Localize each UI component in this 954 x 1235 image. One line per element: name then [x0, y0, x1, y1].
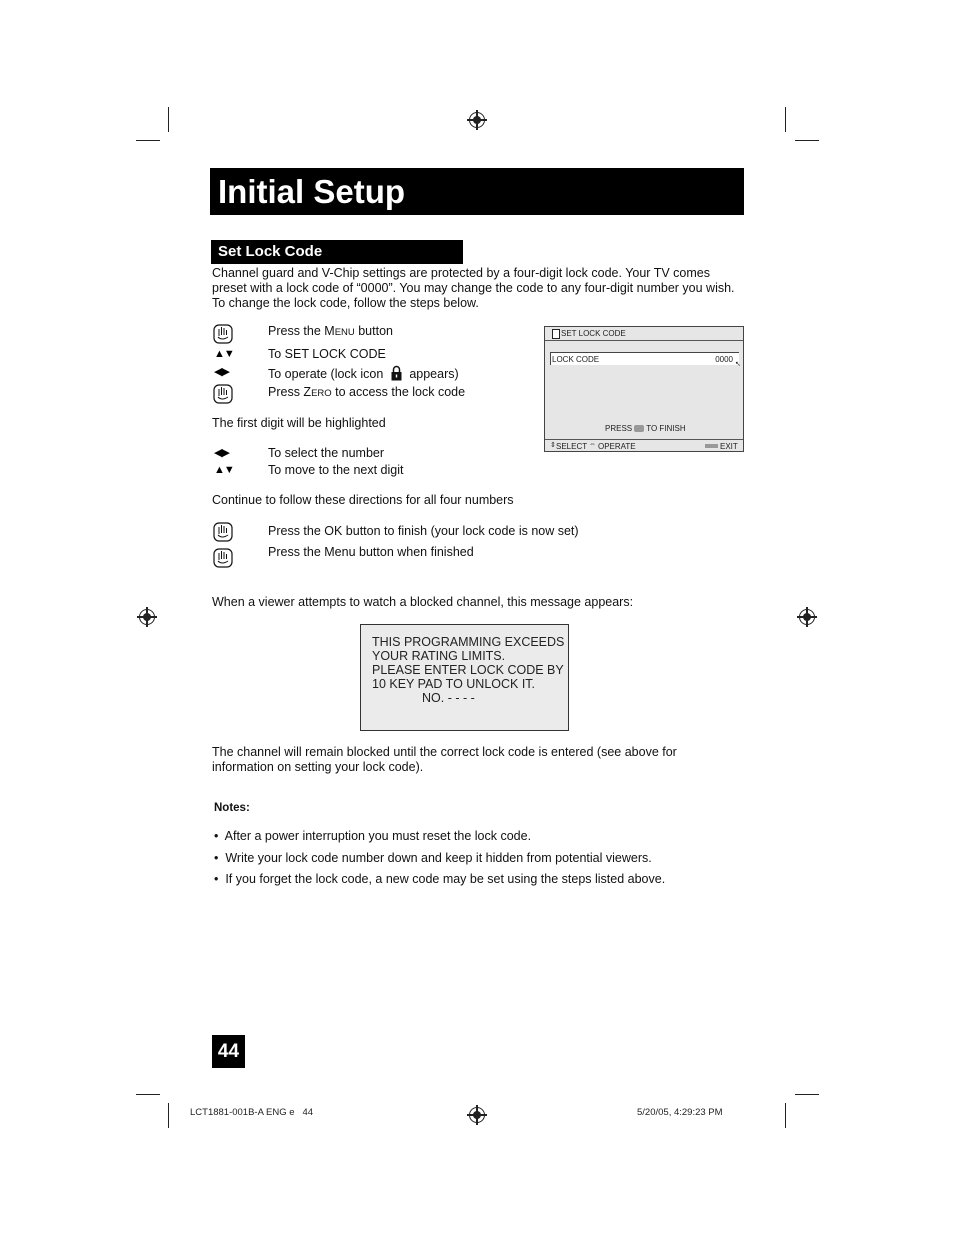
crop-mark [785, 107, 786, 132]
viewer-text: When a viewer attempts to watch a blocked channel, this message appears: [212, 595, 634, 609]
step-press-menu: Press the MENU button [268, 324, 393, 338]
crop-mark [785, 1103, 786, 1128]
step-press-menu-finished: Press the Menu button when finished [268, 545, 474, 559]
notes-title: Notes: [214, 802, 250, 814]
left-right-arrow-icon: ⇔ [589, 441, 596, 448]
registration-mark-icon [469, 112, 485, 128]
section-title: Set Lock Code [211, 240, 463, 264]
registration-mark-icon [139, 609, 155, 625]
list-item: • Write your lock code number down and keep it hidden from potential viewers. [214, 850, 652, 865]
step-press-ok: Press the OK button to finish (your lock code is now set) [268, 524, 579, 538]
up-down-arrow-icon: ▲▼ [214, 348, 234, 360]
crop-mark [136, 1094, 160, 1095]
step-next-digit: To move to the next digit [268, 463, 404, 477]
first-digit-text: The first digit will be highlighted [212, 416, 386, 430]
left-right-arrow-icon: ◀▶ [214, 366, 229, 378]
continue-text: Continue to follow these directions for all four numbers [212, 493, 514, 507]
footer-right: 5/20/05, 4:29:23 PM [637, 1107, 723, 1118]
press-to-finish: PRESS OK TO FINISH [605, 424, 686, 433]
lock-code-field: LOCK CODE 0000 [550, 352, 739, 365]
intro-paragraph [212, 266, 752, 311]
page-number: 44 [212, 1035, 245, 1068]
step-operate: To operate (lock icon appears) [268, 367, 459, 381]
crop-mark [168, 1103, 169, 1128]
step-press-zero: Press ZERO to access the lock code [268, 385, 466, 399]
hand-button-icon [213, 520, 233, 542]
blocked-message-box: THIS PROGRAMMING EXCEEDS YOUR RATING LIMITS. PLEASE ENTER LOCK CODE BY 10 KEY PAD TO UNLOCK IT. NO. - - - - [360, 624, 569, 731]
screen-header: SET LOCK CODE [545, 327, 743, 341]
crop-mark [795, 1094, 819, 1095]
up-down-arrow-icon: ▲▼ [214, 464, 234, 476]
remain-paragraph: The channel will remain blocked until the correct lock code is entered (see above for information on setting your lock code). [212, 745, 677, 774]
lock-icon [552, 329, 560, 339]
registration-mark-icon [799, 609, 815, 625]
page-title: Initial Setup [210, 168, 744, 215]
step-select-number: To select the number [268, 446, 385, 460]
list-item: • If you forget the lock code, a new code may be set using the steps listed above. [214, 872, 666, 886]
crop-mark [168, 107, 169, 132]
crop-mark [795, 140, 819, 141]
intro-line: To change the lock code, follow the steps below. [212, 296, 479, 310]
lock-icon [391, 365, 402, 381]
crop-mark [136, 140, 160, 141]
hand-button-icon [213, 546, 233, 568]
up-down-arrow-icon: ⇕ [550, 442, 556, 449]
footer-left: LCT1881-001B-A ENG e 44 [190, 1107, 314, 1118]
step-set-lock-code: To SET LOCK CODE [268, 347, 386, 361]
hand-button-icon [213, 382, 233, 404]
registration-mark-icon [469, 1107, 485, 1123]
cursor-icon: ↖ [735, 361, 741, 368]
intro-line: preset with a lock code of “0000”. You may change the code to any four-digit number you wish. [212, 281, 735, 295]
tv-screen-illustration [544, 326, 744, 452]
hand-button-icon [213, 322, 233, 344]
notes-list [214, 829, 754, 894]
left-right-arrow-icon: ◀▶ [214, 447, 229, 459]
list-item: • After a power interruption you must reset the lock code. [214, 829, 532, 843]
screen-footer: ⇕ SELECT ⇔ OPERATE MENU EXIT [545, 439, 743, 452]
intro-line: Channel guard and V-Chip settings are protected by a four-digit lock code. Your TV comes [212, 266, 710, 280]
